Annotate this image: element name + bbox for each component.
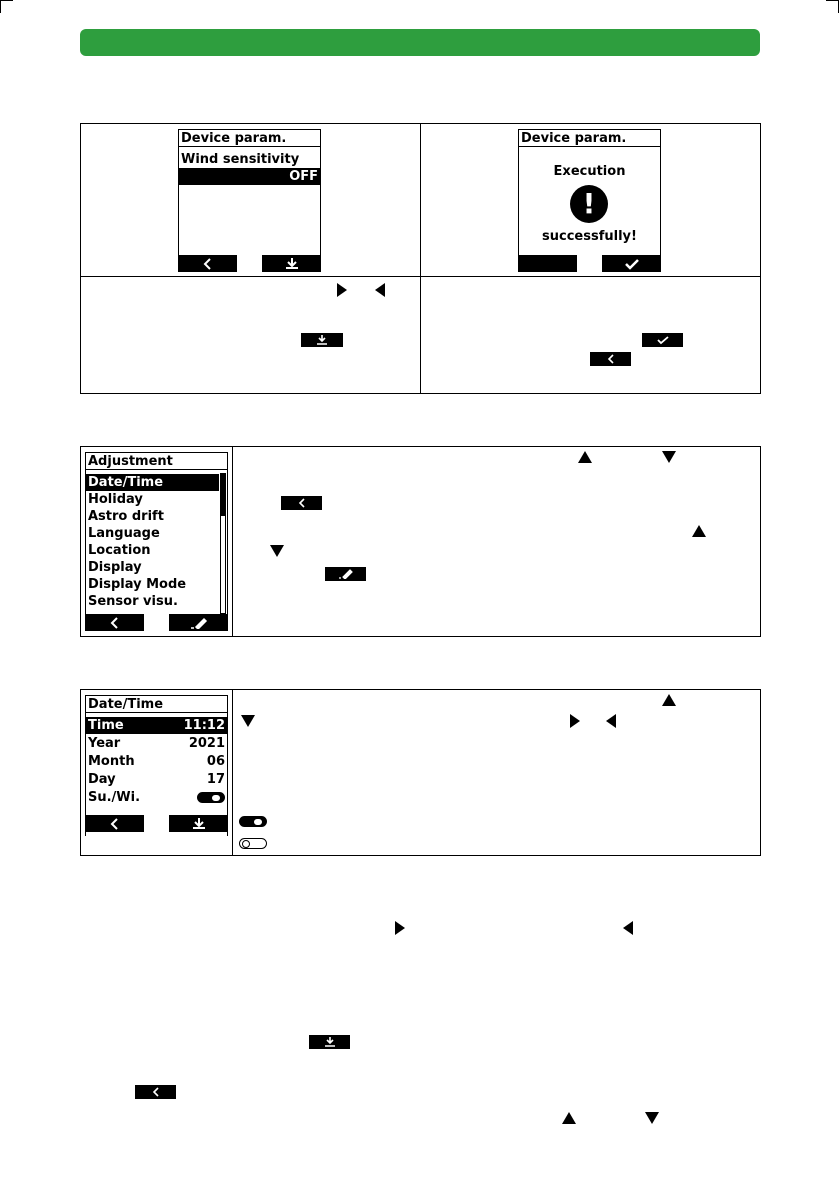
back-softkey[interactable] [178,255,237,272]
table-divider-horizontal [80,276,761,277]
menu-item-display[interactable]: Display [88,560,142,575]
table-divider-vertical [232,689,233,856]
lcd-title: Date/Time [86,696,227,713]
lcd-title: Device param. [519,130,660,147]
arrow-left-icon [623,921,633,935]
lcd-row-label [179,151,320,168]
toggle-off-icon [239,838,267,849]
table-divider-vertical [420,123,421,394]
edit-icon [189,617,209,629]
save-softkey[interactable] [262,255,321,272]
lcd-softkey-bar [85,815,228,832]
section-header-bar [80,29,760,56]
menu-item-astro-drift[interactable]: Astro drift [88,509,164,524]
menu-scrollbar[interactable] [220,473,226,614]
toggle-on-icon[interactable] [197,792,225,803]
blank-softkey[interactable] [518,255,577,272]
crop-mark-top-right [826,0,839,13]
back-chevron-icon [203,258,213,270]
check-icon [642,333,683,347]
arrow-right-icon [395,921,405,935]
menu-item-date-time[interactable]: Date/Time [86,474,219,491]
date-time-row-year[interactable]: Year 2021 [88,736,225,751]
date-time-row-month[interactable]: Month 06 [88,754,225,769]
back-chevron-icon [135,1085,176,1099]
lcd-date-time [85,695,228,836]
arrow-up-icon [662,694,676,706]
arrow-up-icon [692,525,706,537]
menu-item-display-mode[interactable]: Display Mode [88,577,187,592]
save-icon [191,818,207,830]
lcd-device-param-success [518,129,661,272]
wind-sensitivity-label: Wind sensitivity [181,152,300,167]
lcd-softkey-bar [178,255,321,272]
date-time-row-day[interactable]: Day 17 [88,772,225,787]
date-time-row-summer-winter[interactable]: Su./Wi. [86,789,227,806]
menu-item-location[interactable]: Location [88,543,151,558]
wind-sensitivity-value: OFF [289,169,318,184]
lcd-title: Adjustment [86,453,227,470]
date-time-row-time[interactable]: Time 11:12 [88,718,225,733]
arrow-down-icon [645,1112,659,1124]
menu-item-holiday[interactable]: Holiday [88,492,143,507]
arrow-right-icon [337,283,347,297]
back-softkey[interactable] [85,614,144,631]
arrow-down-icon [270,545,284,557]
lcd-softkey-bar [85,614,228,631]
menu-item-language[interactable]: Language [88,526,160,541]
crop-mark-top-left [0,0,13,13]
back-chevron-icon [281,496,322,510]
edit-softkey[interactable] [169,614,228,631]
success-text: successfully! [542,229,637,244]
arrow-left-icon [375,283,385,297]
save-icon [309,1035,350,1049]
lcd-row-value[interactable] [179,168,320,185]
back-chevron-icon [590,352,631,366]
arrow-left-icon [606,714,616,728]
table-divider-vertical [232,446,233,637]
arrow-down-icon [662,451,676,463]
confirm-softkey[interactable] [602,255,661,272]
save-icon [301,333,343,347]
menu-item-sensor-visu[interactable]: Sensor visu. [88,594,178,609]
exclamation-icon: ! [570,185,608,223]
arrow-up-icon [578,451,592,463]
back-chevron-icon [110,818,120,830]
back-chevron-icon [110,617,120,629]
arrow-up-icon [562,1112,576,1124]
lcd-adjustment-menu [85,452,228,631]
arrow-right-icon [570,714,580,728]
toggle-on-icon [239,816,267,827]
execution-text: Execution [553,164,626,179]
edit-icon [325,567,366,581]
save-icon [284,258,300,270]
lcd-device-param-wind [178,129,321,272]
back-softkey[interactable] [85,815,144,832]
lcd-title: Device param. [179,130,320,147]
save-softkey[interactable] [169,815,228,832]
arrow-down-icon [241,715,255,727]
scrollbar-thumb[interactable] [221,474,225,516]
lcd-softkey-bar [518,255,661,272]
check-icon [624,258,640,270]
